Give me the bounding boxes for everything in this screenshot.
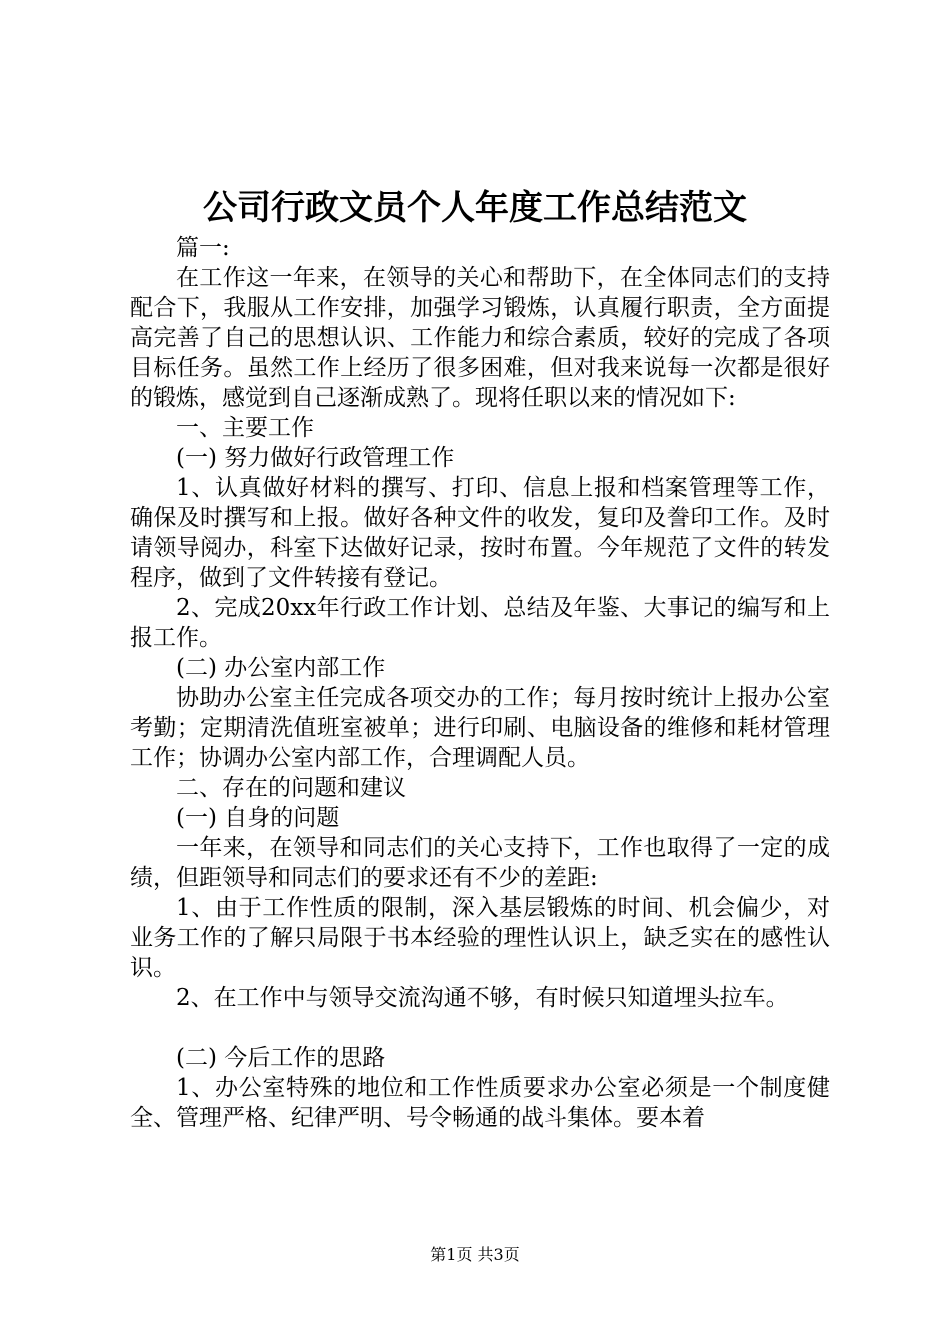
page-number-footer: 第1页 共3页	[430, 1245, 520, 1264]
paragraph-future-item-1: 1、办公室特殊的地位和工作性质要求办公室必须是一个制度健全、管理严格、纪律严明、号令畅通的战斗集体。要本着	[130, 1075, 830, 1131]
subheading-office-internal: (二) 办公室内部工作	[176, 655, 386, 681]
subheading-admin-management: (一) 努力做好行政管理工作	[176, 445, 455, 471]
paragraph-admin-item-1: 1、认真做好材料的撰写、打印、信息上报和档案管理等工作，确保及时撰写和上报。做好各种文件的收发，复印及誊印工作。及时请领导阅办，科室下达做好记录，按时布置。今年规范了文件的转发程序，做到了文件转接有登记。	[130, 475, 830, 591]
paragraph-intro: 在工作这一年来，在领导的关心和帮助下，在全体同志们的支持配合下，我服从工作安排，加强学习锻炼，认真履行职责，全方面提高完善了自己的思想认识、工作能力和综合素质，较好的完成了各项目标任务。虽然工作上经历了很多困难，但对我来说每一次都是很好的锻炼，感觉到自己逐渐成熟了。现将任职以来的情况如下:	[130, 265, 830, 411]
document-title: 公司行政文员个人年度工作总结范文	[203, 188, 747, 228]
heading-main-work: 一、主要工作	[176, 415, 314, 441]
paragraph-admin-item-2: 2、完成20xx年行政工作计划、总结及年鉴、大事记的编写和上报工作。	[130, 595, 830, 651]
paragraph-problem-2: 2、在工作中与领导交流沟通不够，有时候只知道埋头拉车。	[176, 985, 789, 1011]
paragraph-part-label: 篇一:	[176, 235, 230, 261]
heading-problems-suggestions: 二、存在的问题和建议	[176, 775, 406, 801]
subheading-future-work: (二) 今后工作的思路	[176, 1045, 386, 1071]
subheading-own-problems: (一) 自身的问题	[176, 805, 340, 831]
paragraph-own-problems-intro: 一年来，在领导和同志们的关心支持下，工作也取得了一定的成绩，但距领导和同志们的要求还有不少的差距:	[130, 835, 830, 891]
paragraph-problem-1: 1、由于工作性质的限制，深入基层锻炼的时间、机会偏少，对业务工作的了解只局限于书本经验的理性认识上，缺乏实在的感性认识。	[130, 895, 830, 981]
paragraph-office-internal: 协助办公室主任完成各项交办的工作；每月按时统计上报办公室考勤；定期清洗值班室被单；进行印刷、电脑设备的维修和耗材管理工作；协调办公室内部工作，合理调配人员。	[130, 685, 830, 771]
document-body	[130, 233, 830, 1133]
